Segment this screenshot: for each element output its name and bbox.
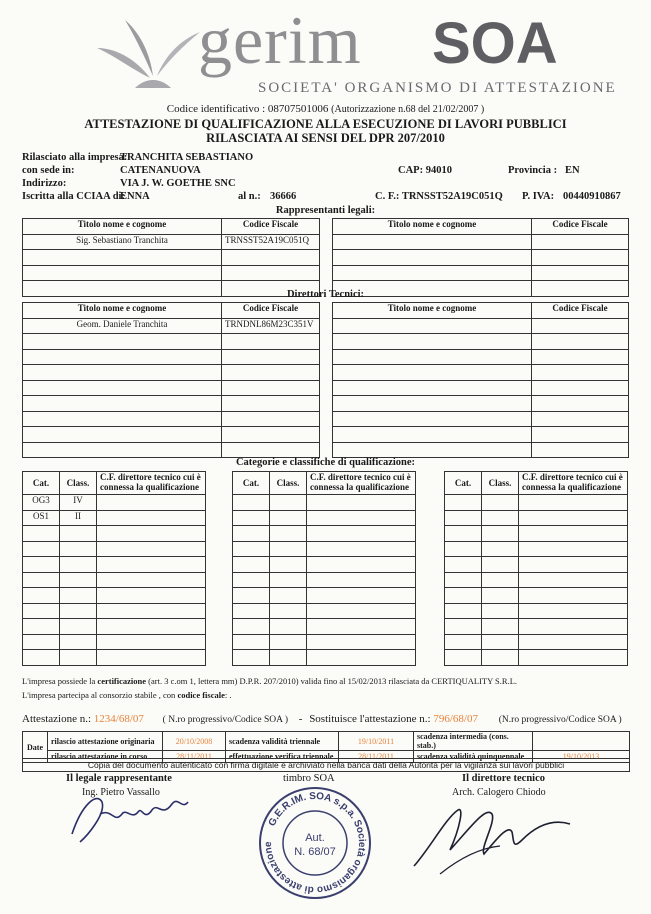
- consorzio-note: L'impresa partecipa al consorzio stabile , con codice fiscale: .: [22, 690, 232, 700]
- table-row: [23, 265, 320, 281]
- logo-wordmark: gerim: [198, 2, 362, 78]
- rilasciato-value: TRANCHITA SEBASTIANO: [120, 152, 254, 163]
- table-row: OS1 II: [23, 510, 206, 526]
- direttore-title: Il direttore tecnico: [462, 773, 546, 784]
- direttore-signature: [400, 788, 575, 878]
- provincia-label: Provincia :: [508, 165, 558, 176]
- categorie-table-3: Cat. Class. C.F. direttore tecnico cui è connessa la qualificazione: [444, 471, 628, 666]
- categorie-title: Categorie e classifiche di qualificazione:: [235, 457, 416, 468]
- svg-text:Aut.: Aut.: [305, 832, 325, 844]
- attestazione-number: 1234/68/07: [93, 713, 144, 725]
- cap-value: CAP: 94010: [398, 165, 452, 176]
- sede-value: CATENANUOVA: [120, 165, 201, 176]
- table-row: Geom. Daniele Tranchita TRNDNL86M23C351V: [23, 318, 320, 334]
- logo-leaves-icon: [95, 18, 205, 88]
- copia-notice: Copia del documento autenticato con firma digitale e archiviato nella banca dati della Autorità per la vigilanza sui lavori pubblici: [22, 758, 630, 772]
- rappresentanti-title: Rappresentanti legali:: [275, 205, 376, 216]
- logo-subtitle: SOCIETA' ORGANISMO DI ATTESTAZIONE: [258, 80, 617, 96]
- dates-table: Date rilascio attestazione originaria 20/10/2008 scadenza validità triennale 19/10/2011 scadenza intermedia (cons. stab.) rilascio attestazione in corso 28/11/2011 effettuazione verifica triennale 28/11/2011 scadenza validità quinquennale 19/10/2013: [22, 731, 630, 763]
- piva-value: 00440910867: [563, 191, 621, 202]
- rilasciato-label: Rilasciato alla impresa:: [22, 152, 128, 163]
- direttore-name: Arch. Calogero Chiodo: [452, 787, 546, 798]
- aln-label: al n.:: [238, 191, 261, 202]
- table-row: OG3 IV: [23, 495, 206, 511]
- svg-text:G.E.R.IM. SOA s.p.a. Società o: G.E.R.IM. SOA s.p.a. Società organismo di attestazione: [262, 790, 368, 896]
- categorie-table-2: Cat. Class. C.F. direttore tecnico cui è connessa la qualificazione: [232, 471, 416, 666]
- legale-signature: [62, 784, 192, 846]
- certificazione-note: L'impresa possiede la certificazione (art. 3 c.om 1, lettera mm) D.P.R. 207/2010) valida fino al 15/02/2013 rilasciata da CERTIQUALITY S.R.L.: [22, 676, 518, 686]
- soa-stamp: [255, 783, 375, 903]
- attestazione-sostituita-number: 796/68/07: [433, 713, 478, 725]
- attestazione-line: Attestazione n.: 1234/68/07 ( N.ro progressivo/Codice SOA ) - Sostituisce l'attestazione n.: 796/68/07 (N.ro progressivo/Codice SOA ): [22, 713, 622, 725]
- rappresentanti-table-left: Titolo nome e cognome Codice Fiscale Sig. Sebastiano Tranchita TRNSST52A19C051Q: [22, 218, 320, 297]
- legale-title: Il legale rappresentante: [66, 773, 172, 784]
- svg-text:N. 68/07: N. 68/07: [294, 846, 336, 858]
- table-row: [23, 250, 320, 266]
- rappresentanti-table-right: Titolo nome e cognome Codice Fiscale: [332, 218, 629, 297]
- cciaa-label: Iscritta alla CCIAA di:: [22, 191, 125, 202]
- logo-soa-text: SOA: [432, 11, 558, 76]
- table-row: Sig. Sebastiano Tranchita TRNSST52A19C051Q: [23, 234, 320, 250]
- timbro-label: timbro SOA: [283, 773, 335, 784]
- direttori-table-right: Titolo nome e cognome Codice Fiscale: [332, 302, 629, 458]
- provincia-value: EN: [565, 165, 580, 176]
- codice-fiscale-value: C. F.: TRNSST52A19C051Q: [375, 191, 503, 202]
- sede-label: con sede in:: [22, 165, 75, 176]
- document-title: ATTESTAZIONE DI QUALIFICAZIONE ALLA ESECUZIONE DI LAVORI PUBBLICI: [84, 117, 567, 131]
- legale-name: Ing. Pietro Vassallo: [82, 787, 160, 798]
- document-subtitle: RILASCIATA AI SENSI DEL DPR 207/2010: [206, 131, 445, 145]
- aln-value: 36666: [270, 191, 297, 202]
- direttori-table-left: Titolo nome e cognome Codice Fiscale Geom. Daniele Tranchita TRNDNL86M23C351V: [22, 302, 320, 458]
- codice-identificativo: Codice identificativo : 08707501006 (Autorizzazione n.68 del 21/02/2007 ): [166, 103, 485, 115]
- indirizzo-label: Indirizzo:: [22, 178, 67, 189]
- direttori-title: Direttori Tecnici:: [286, 289, 365, 300]
- piva-label: P. IVA:: [522, 191, 555, 202]
- categorie-table-1: Cat. Class. C.F. direttore tecnico cui è connessa la qualificazione OG3 IV OS1 II: [22, 471, 206, 666]
- cciaa-value: ENNA: [120, 191, 150, 202]
- indirizzo-value: VIA J. W. GOETHE SNC: [120, 178, 236, 189]
